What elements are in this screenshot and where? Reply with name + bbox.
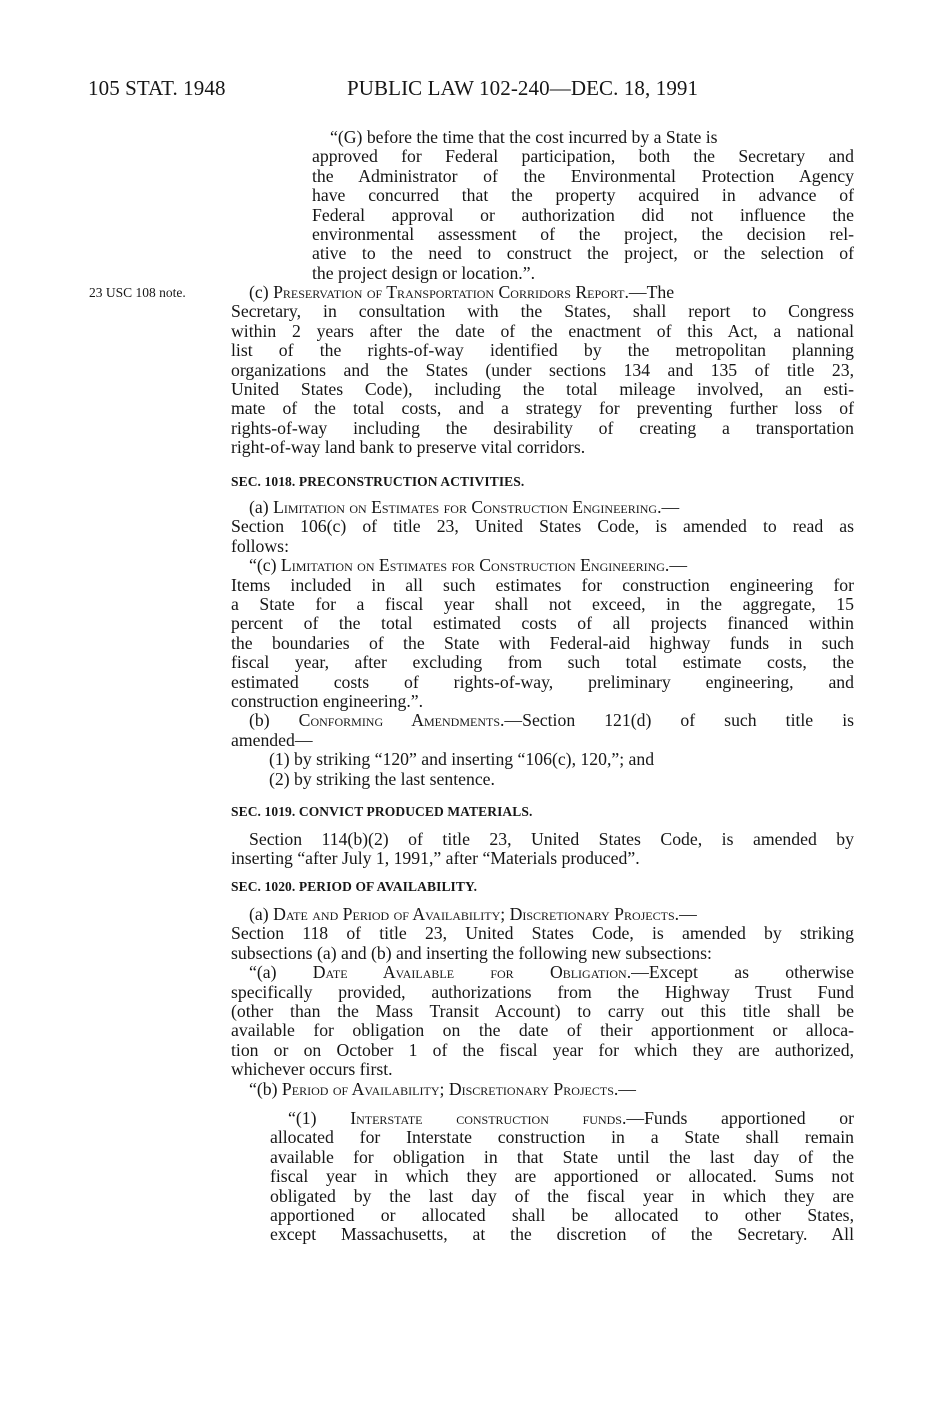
text-line: Section 118 of title 23, United States Code, is amended by striking [231, 923, 854, 944]
paragraph-heading-line [231, 963, 854, 982]
text-line: organizations and the States (under sections 134 and 135 of title 23, [231, 359, 854, 380]
paragraph-heading-line [231, 283, 854, 302]
page-title: PUBLIC LAW 102-240—DEC. 18, 1991 [347, 76, 699, 100]
text-line: amended— [231, 729, 313, 750]
paragraph-heading: Limitation on Estimates for Construction Engineering. [280, 555, 670, 576]
text-line: “(G) before the time that the cost incurred by a State is [330, 127, 718, 147]
text-line: Section 114(b)(2) of title 23, United States Code, is amended by [249, 829, 854, 849]
list-item: (1) by striking “120” and inserting “106(c), 120,”; and [269, 749, 655, 770]
paragraph-text: — [669, 555, 688, 576]
margin-note: 23 USC 108 note. [89, 285, 186, 300]
paragraph-heading: Date and Period of Availability; Discretionary Projects. [273, 904, 680, 924]
text-line: (other than the Mass Transit Account) to carry out this title shall be [231, 1001, 854, 1022]
text-line: rights-of-way including the desirability of creating a transportation [231, 417, 854, 438]
text-line: specifically provided, authorizations from the Highway Trust Fund [231, 981, 854, 1002]
text-line: tion or on October 1 of the fiscal year for which they are authorized, [231, 1039, 854, 1060]
text-line: Items included in all such estimates for construction engineering for [231, 574, 854, 595]
paragraph-heading-line [270, 1109, 854, 1128]
text-line: follows: [231, 535, 289, 556]
page-reference: 105 STAT. 1948 [88, 76, 226, 100]
paragraph-heading: Limitation on Estimates for Construction Engineering. [273, 497, 662, 517]
section-heading-1018: SEC. 1018. PRECONSTRUCTION ACTIVITIES. [231, 474, 525, 489]
sec1020-text [231, 905, 854, 1099]
paragraph-label: (b) [249, 710, 270, 731]
text-line: list of the rights-of-way identified by the metropolitan planning [231, 340, 854, 361]
paragraph-label: “(1) [288, 1108, 317, 1128]
paragraph-heading-line [231, 498, 854, 517]
paragraph-text: —The [628, 282, 675, 302]
text-line: construction engineering.”. [231, 691, 424, 712]
text-line: subsections (a) and (b) and inserting the following new subsections: [231, 942, 712, 963]
paragraph-heading: Period of Availability; Discretionary Projects. [281, 1078, 619, 1099]
text-line: whichever occurs first. [231, 1059, 393, 1080]
sec1020-paragraph-1 [270, 1109, 854, 1245]
paragraph-text: —Except as otherwise [631, 962, 854, 983]
section-heading-1019: SEC. 1019. CONVICT PRODUCED MATERIALS. [231, 804, 533, 819]
paragraph-heading: Date Available for Obligation. [312, 962, 632, 983]
paragraph-text: —Funds apportioned or [626, 1108, 855, 1128]
text-line: ative to the need to construct the project, or the selection of [312, 243, 854, 264]
paragraph-text: — [661, 497, 680, 517]
text-line: except Massachusetts, at the discretion of the Secretary. All [270, 1224, 854, 1245]
text-line: right-of-way land bank to preserve vital corridors. [231, 437, 586, 458]
text-line: obligated by the last day of the fiscal year in which they are [270, 1185, 854, 1206]
text-line: Federal approval or authorization did not influence the [312, 204, 854, 225]
text-line: estimated costs of rights-of-way, preliminary engineering, and [231, 671, 854, 692]
text-line: environmental assessment of the project, the decision rel- [312, 224, 854, 245]
paragraph-label: (c) [249, 282, 269, 302]
paragraph-heading-line [231, 711, 854, 730]
text-line: a State for a fiscal year shall not exceed, in the aggregate, 15 [231, 594, 854, 615]
text-line: Secretary, in consultation with the States, shall report to Congress [231, 301, 854, 322]
section-heading-1020: SEC. 1020. PERIOD OF AVAILABILITY. [231, 879, 478, 894]
text-line: allocated for Interstate construction in a State shall remain [270, 1127, 854, 1148]
paragraph-label: (a) [249, 497, 269, 517]
text-line: the boundaries of the State with Federal-aid highway funds in such [231, 632, 854, 653]
paragraph-label: “(b) [249, 1078, 278, 1099]
paragraph-label: “(c) [249, 555, 277, 576]
text-line: percent of the total estimated costs of all projects financed within [231, 613, 854, 634]
paragraph-text: —Section 121(d) of such title is [504, 710, 855, 731]
paragraph-label: (a) [249, 904, 269, 924]
paragraph-heading: Preservation of Transportation Corridors Report. [273, 282, 629, 302]
paragraph-c-corridors-report [231, 283, 854, 458]
text-line: United States Code), including the total mileage involved, an esti- [231, 379, 854, 400]
paragraph-text: — [679, 904, 697, 924]
text-line: inserting “after July 1, 1991,” after “Materials produced”. [231, 848, 640, 869]
paragraph-heading: Interstate construction funds. [350, 1108, 627, 1128]
text-line: available for obligation on the date of their apportionment or alloca- [231, 1020, 854, 1041]
text-line: Section 106(c) of title 23, United States Code, is amended to read as [231, 516, 854, 537]
paragraph-heading-line [231, 905, 854, 924]
paragraph-text: — [618, 1078, 636, 1099]
text-line: fiscal year, after excluding from such total estimate costs, the [231, 652, 854, 673]
paragraph-g [312, 128, 854, 283]
text-line: have concurred that the property acquired in advance of [312, 185, 854, 206]
sec1018-subsection-a [231, 498, 854, 789]
text-line: within 2 years after the date of the enactment of this Act, a national [231, 320, 854, 341]
text-line: the project design or location.”. [312, 262, 535, 283]
text-line: apportioned or allocated shall be allocated to other States, [270, 1205, 854, 1226]
paragraph-heading-line [231, 1080, 854, 1099]
paragraph-heading: Conforming Amendments. [298, 710, 505, 731]
list-item: (2) by striking the last sentence. [269, 768, 495, 789]
text-line: the Administrator of the Environmental Protection Agency [312, 165, 854, 186]
text-line: available for obligation in that State until the last day of the [270, 1146, 854, 1167]
paragraph-heading-line [231, 556, 854, 575]
sec1019-text [231, 830, 854, 869]
text-line: mate of the total costs, and a strategy for preventing further loss of [231, 398, 854, 419]
text-line: fiscal year in which they are apportioned or allocated. Sums not [270, 1166, 854, 1187]
text-line: approved for Federal participation, both the Secretary and [312, 146, 854, 167]
paragraph-label: “(a) [249, 962, 277, 983]
